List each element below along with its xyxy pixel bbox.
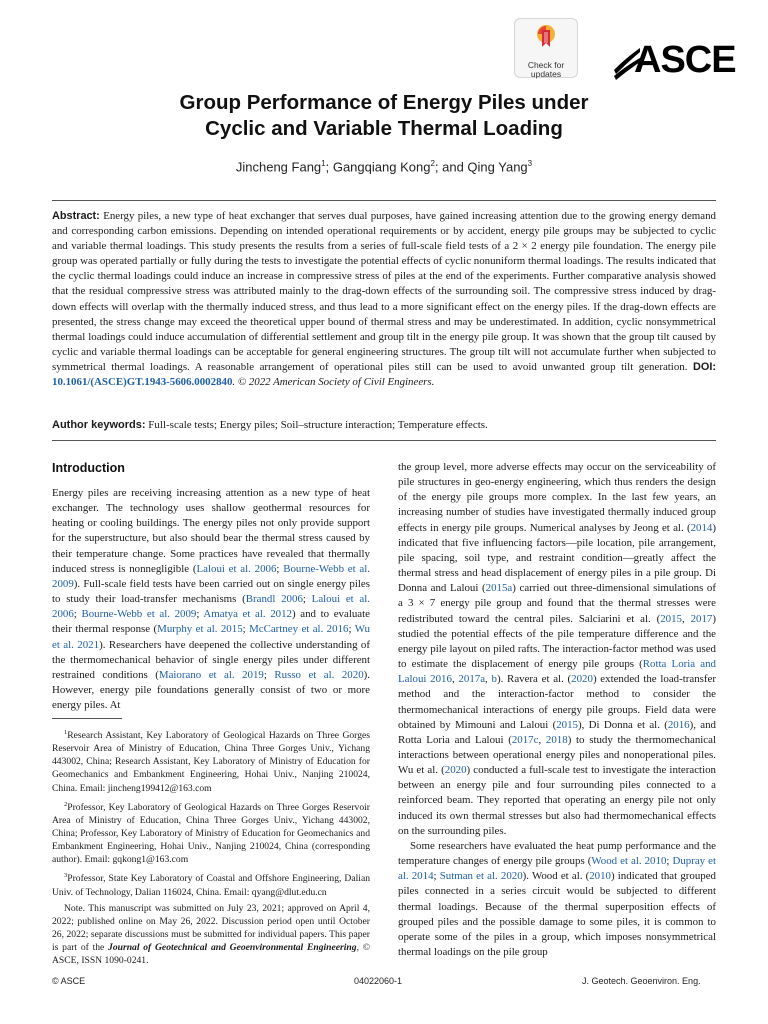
section-heading-introduction: Introduction <box>52 461 125 475</box>
text-run: ) carried out three-dimensional simulations of a 3 × 7 energy pile group and found that the thermal stresses were redistributed toward the central piles. Salciarini et al. ( <box>398 582 716 625</box>
right-column <box>398 460 716 960</box>
author-1: Jincheng Fang <box>235 159 322 175</box>
text-run: ). Researchers have deepened the collective understanding of the thermomechanical behavior of single energy piles under different restrained conditions ( <box>52 638 370 681</box>
keywords-label: Author keywords: <box>52 419 146 431</box>
title-line-2: Cyclic and Variable Thermal Loading <box>205 117 563 140</box>
citation-link[interactable]: 2015 <box>660 612 682 625</box>
text-run: ). However, energy pile foundations generally consist of two or more energy piles. At <box>52 668 371 712</box>
text-run: ). Full-scale field tests have been carried out on single energy piles to study their load-transfer mechanisms ( <box>52 577 370 606</box>
citation-link[interactable]: 2017a <box>458 673 486 686</box>
abstract-top-rule <box>52 200 716 201</box>
text-run: the group level, more adverse effects may occur on the serviceability of pile structures in geo-energy engineering, which thus renders the design of the energy pile groups more complex. In the last few years, an increasing number of studies have investigated thermally induced group effects in energy pile groups. Numerical analyses by Jeong et al. ( <box>398 461 716 534</box>
text-run: ) indicated that five influencing factors—pile location, pile arrangement, pile spacing, soil type, and restraint condition—greatly affect the thermal stress and head displacement of energy piles in a pile group. Di Donna and Laloui ( <box>398 521 716 595</box>
citation-link[interactable]: 2015a <box>485 582 513 595</box>
keywords-text: Full-scale tests; Energy piles; Soil–structure interaction; Temperature effects. <box>148 419 488 431</box>
footnote-2: $^2$Professor, Key Laboratory of Geological Hazards on Three Gorges Reservoir Area of Ministry of Education, China Three Gorges Univ., Yichang 443002, China; Professor, Key Laboratory of Ministry of Education for Geomechanics and Embankment Engineering, Hohai Univ., Nanjing 210024, China (corresponding author). Email: gqkong1@163.com <box>52 800 370 866</box>
author-2: Gangqiang Kong <box>332 159 431 175</box>
citation-link[interactable]: Amatya et al. 2012 <box>203 608 292 621</box>
footnote-3: $^3$Professor, State Key Laboratory of Coastal and Offshore Engineering, Dalian Univ. of Technology, Dalian 116024, China. Email: qyang@dlut.edu.cn <box>52 872 370 898</box>
author-list <box>0 159 768 174</box>
citation-link[interactable]: b <box>491 673 497 686</box>
copyright-notice: . © 2022 American Society of Civil Engineers. <box>232 376 435 389</box>
citation-link[interactable]: McCartney et al. 2016 <box>249 623 349 636</box>
doi-label: DOI: <box>692 360 716 373</box>
author-1-affil: 1 <box>321 159 326 168</box>
title-line-1: Group Performance of Energy Piles under <box>179 91 589 114</box>
doi-link[interactable]: 10.1061/(ASCE)GT.1943-5606.0002840 <box>52 376 233 389</box>
citation-link[interactable]: 2017 <box>690 612 713 625</box>
submission-note <box>52 902 370 967</box>
citation-link[interactable]: 2017c <box>511 733 539 746</box>
left-column <box>52 486 370 713</box>
text-run: Energy piles are receiving increasing attention as a new type of heat exchanger. The technology uses shallow geothermal resources for heating or cooling buildings. The energy piles not only provide support for the superstructure, but also should bear the thermal stress caused by their temperature change. Some practices have revealed that thermally induced stress is nonnegligible ( <box>52 487 370 575</box>
abstract-body: Energy piles, a new type of heat exchanger that serves dual purposes, have gained increasing attention due to the growing energy demand and corresponding carbon emissions. Depending on intended operational requirements or by accident, energy pile groups may be subjected to cyclic and variable thermal loadings. This study presents the results from a series of full-scale field tests of a 2 × 2 energy pile foundation. The energy pile group was operated partially or fully during the tests to investigate the potential effects of cyclic nonuniform thermal loadings. The results indicated that the cyclic thermal loadings could induce an increase in compressive stress of piles at the end of the experiments. Further comparative analysis showed that the residual compressive stress was attributed mainly to the drag-down effects of the surrounding soil. The compressive stress induced by drag-down effects will overlap with the thermally induced stress, and thus lead to a more significant effect on the energy piles. If the drag-down effects are presented, the stress change may exceed the theoretical upper bound of thermal stress and may be underestimated. In addition, cyclic nonsymmetrical thermal loadings could induce accumulation of differential settlement and group tilt in the energy pile group. It was shown that the group tilt caused by cyclic and variable thermal loadings can be acceptable for general engineering structures. The group tilt will not accumulate further when subjected to symmetrical thermal loadings. A reasonable arrangement of operational piles still can be used to avoid unwanted group tilt generation. <box>52 210 716 373</box>
citation-link[interactable]: Rotta Loria and Laloui 2016 <box>398 658 716 686</box>
citation-link[interactable]: 2010 <box>589 870 611 883</box>
check-for-updates-badge[interactable] <box>514 18 578 78</box>
text-run: ) conducted a full-scale test to investigate the interaction between an energy pile and four surrounding piles connected to a reinforced beam. They reported that operating an energy pile not only induced its own thermal stresses but also had thermomechanical effects on the surrounding piles. <box>398 764 716 837</box>
abstract <box>52 209 716 390</box>
citation-link[interactable]: Bourne-Webb et al. 2009 <box>52 562 370 590</box>
text-run: ), Di Donna et al. ( <box>578 718 668 731</box>
footnote-text: Professor, State Key Laboratory of Coastal and Offshore Engineering, Dalian Univ. of Technology, Dalian 116024, China. Email: qyang@dlut.edu.cn <box>52 873 370 898</box>
author-keywords <box>52 418 716 433</box>
footnote-text: Professor, Key Laboratory of Geological Hazards on Three Gorges Reservoir Area of Ministry of Education, China Three Gorges Univ., Yichang 443002, China; Professor, Key Laboratory of Ministry of Education for Geomechanics and Embankment Engineering, Hohai Univ., Nanjing 210024, China (corresponding author). Email: gqkong1@163.com <box>52 801 370 866</box>
citation-link[interactable]: Dupray et al. 2014 <box>398 855 716 883</box>
text-run: Note. This manuscript was submitted on July 23, 2021; approved on April 4, 2022; published online on May 26, 2022. Discussion period open until October 26, 2022; separate discussions must be submitted for individual papers. This paper is part of the <box>52 902 370 953</box>
citation-link[interactable]: Wood et al. 2010 <box>591 855 667 868</box>
citation-link[interactable]: Brandl 2006 <box>245 593 303 606</box>
citation-link[interactable]: 2015 <box>556 718 578 731</box>
author-3-affil: 3 <box>527 159 533 168</box>
check-for-updates-icon <box>533 23 559 55</box>
intro-paragraph-3: Some researchers have evaluated the heat pump performance and the temperature changes of energy pile groups (Wood et al. 2010; Dupray et al. 2014; Sutman et al. 2020). Wood et al. (2010) indicated that grouped piles connected in a series circuit would be subjected to different thermal loadings. Because of the thermal superposition effects of grouped piles and the possible damage to some piles, it is common to operate some of the piles in a group, which imposes nonsymmetrical thermal loadings on the pile group <box>398 839 717 958</box>
author-2-affil: 2 <box>430 159 435 168</box>
keywords-bottom-rule <box>52 440 716 441</box>
citation-link[interactable]: 2020 <box>444 764 467 777</box>
author-separator: ; <box>325 159 333 175</box>
text-run: ) studied the potential effects of the pile temperature difference and the energy pile layout on piled rafts. The interaction-factor method was used to estimate the displacement of energy pile groups ( <box>398 612 716 671</box>
citation-link[interactable]: Bourne-Webb et al. 2009 <box>81 608 197 621</box>
asce-logo <box>612 39 736 84</box>
author-separator: ; and <box>434 159 468 175</box>
text-run: ) extended the load-transfer method and the interaction-factor method to consider the thermomechanical interactions of energy pile groups. Field data were obtained by Mimouni and Laloui ( <box>398 673 717 731</box>
text-run: ), and Rotta Loria and Laloui ( <box>398 718 716 746</box>
intro-paragraph-1: Energy piles are receiving increasing attention as a new type of heat exchanger. The technology uses shallow geothermal resources for heating or cooling buildings. The energy piles not only provide support for the superstructure, but also should bear the thermal stress caused by their temperature change. Some practices have revealed that thermally induced stress is nonnegligible (Laloui et al. 2006; Bourne-Webb et al. 2009). Full-scale field tests have been carried out on single energy piles to study their load-transfer mechanisms (Brandl 2006; Laloui et al. 2006; Bourne-Webb et al. 2009; Amatya et al. 2012) and to evaluate their thermal response (Murphy et al. 2015; McCartney et al. 2016; Wu et al. 2021). Researchers have deepened the collective understanding of the thermomechanical behavior of single energy piles under different restrained conditions (Maiorano et al. 2019; Russo et al. 2020). However, energy pile foundations generally consist of two or more energy piles. At <box>52 487 371 712</box>
footnotes <box>52 726 370 970</box>
journal-name: Journal of Geotechnical and Geoenvironmental Engineering <box>108 941 357 953</box>
footer-journal: J. Geotech. Geoenviron. Eng. <box>582 976 701 986</box>
text-run: ) indicated that grouped piles connected in a series circuit would be subjected to different thermal loadings. Because of the thermal superposition effects of grouped piles and the possible damage to some piles, it is common to operate some of the piles in a group, which imposes nonsymmetrical thermal loadings on the pile group <box>398 870 717 958</box>
citation-link[interactable]: Russo et al. 2020 <box>274 668 364 681</box>
text-run: ) to study the thermomechanical interactions between operational energy piles and nonoperational piles. Wu et al. ( <box>398 733 716 777</box>
footer-page-id: 04022060-1 <box>354 976 403 986</box>
footnote-1: $^1$Research Assistant, Key Laboratory of Geological Hazards on Three Gorges Reservoir Area of Ministry of Education, China Three Gorges Univ., Yichang 443002, China; Research Assistant, Key Laboratory of Ministry of Education for Geomechanics and Embankment Engineering, Hohai Univ., Nanjing 210024, China. Email: jincheng199412@163.com <box>52 729 370 794</box>
citation-link[interactable]: Murphy et al. 2015 <box>157 623 243 636</box>
citation-link[interactable]: Wu et al. 2021 <box>52 623 370 651</box>
badge-label: Check for updates <box>527 60 565 79</box>
citation-link[interactable]: 2016 <box>667 718 690 731</box>
citation-link[interactable]: Sutman et al. 2020 <box>439 870 523 883</box>
text-run: ). Wood et al. ( <box>522 870 590 883</box>
abstract-label: Abstract: <box>52 210 100 222</box>
citation-link[interactable]: Laloui et al. 2006 <box>196 562 277 575</box>
text-run: ) and to evaluate their thermal response ( <box>52 608 370 636</box>
intro-paragraph-2: the group level, more adverse effects may occur on the serviceability of pile structures in geo-energy engineering, which thus renders the design of the energy pile groups more complex. In the last few years, an increasing number of studies have investigated thermally induced group effects in energy pile groups. Numerical analyses by Jeong et al. (2014) indicated that five influencing factors—pile location, pile arrangement, pile spacing, soil type, and restraint condition—greatly affect the thermal stress and head displacement of energy piles in a pile group. Di Donna and Laloui (2015a) carried out three-dimensional simulations of a 3 × 7 energy pile group and found that the thermal stresses were redistributed toward the central piles. Salciarini et al. (2015, 2017) studied the potential effects of the pile temperature difference and the energy pile layout on piled rafts. The interaction-factor method was used to estimate the displacement of energy pile groups (Rotta Loria and Laloui 2016, 2017a, b). Ravera et al. (2020) extended the load-transfer method and the interaction-factor method to consider the thermomechanical interactions of energy pile groups. Field data were obtained by Mimouni and Laloui (2015), Di Donna et al. (2016), and Rotta Loria and Laloui (2017c, 2018) to study the thermomechanical interactions between operational energy piles and nonoperational piles. Wu et al. (2020) conducted a full-scale test to investigate the interaction between an energy pile and four surrounding piles connected to a reinforced beam. They reported that operating an energy pile not only induced its own thermal stresses but also had thermomechanical effects on the surrounding piles. <box>398 461 717 837</box>
text-run: , © ASCE, ISSN 1090-0241. <box>52 941 371 967</box>
author-3: Qing Yang <box>467 159 528 175</box>
footnote-rule <box>52 718 122 719</box>
footer-copyright: © ASCE <box>52 976 86 986</box>
citation-link[interactable]: 2020 <box>571 673 593 686</box>
citation-link[interactable]: Maiorano et al. 2019 <box>158 668 264 681</box>
footnote-text: Research Assistant, Key Laboratory of Geological Hazards on Three Gorges Reservoir Area of Ministry of Education, China Three Gorges Univ., Yichang 443002, China; Research Assistant, Key Laboratory of Ministry of Education for Geomechanics and Embankment Engineering, Hohai Univ., Nanjing 210024, China. Email: jincheng199412@163.com <box>52 730 370 794</box>
text-run: Some researchers have evaluated the heat pump performance and the temperature changes of energy pile groups ( <box>398 839 716 868</box>
citation-link[interactable]: 2014 <box>690 521 713 534</box>
paper-title <box>0 90 768 142</box>
text-run: ). Ravera et al. ( <box>496 673 572 686</box>
asce-logo-text: ASCE <box>634 39 736 81</box>
citation-link[interactable]: Laloui et al. 2006 <box>52 593 370 621</box>
citation-link[interactable]: 2018 <box>545 733 568 746</box>
